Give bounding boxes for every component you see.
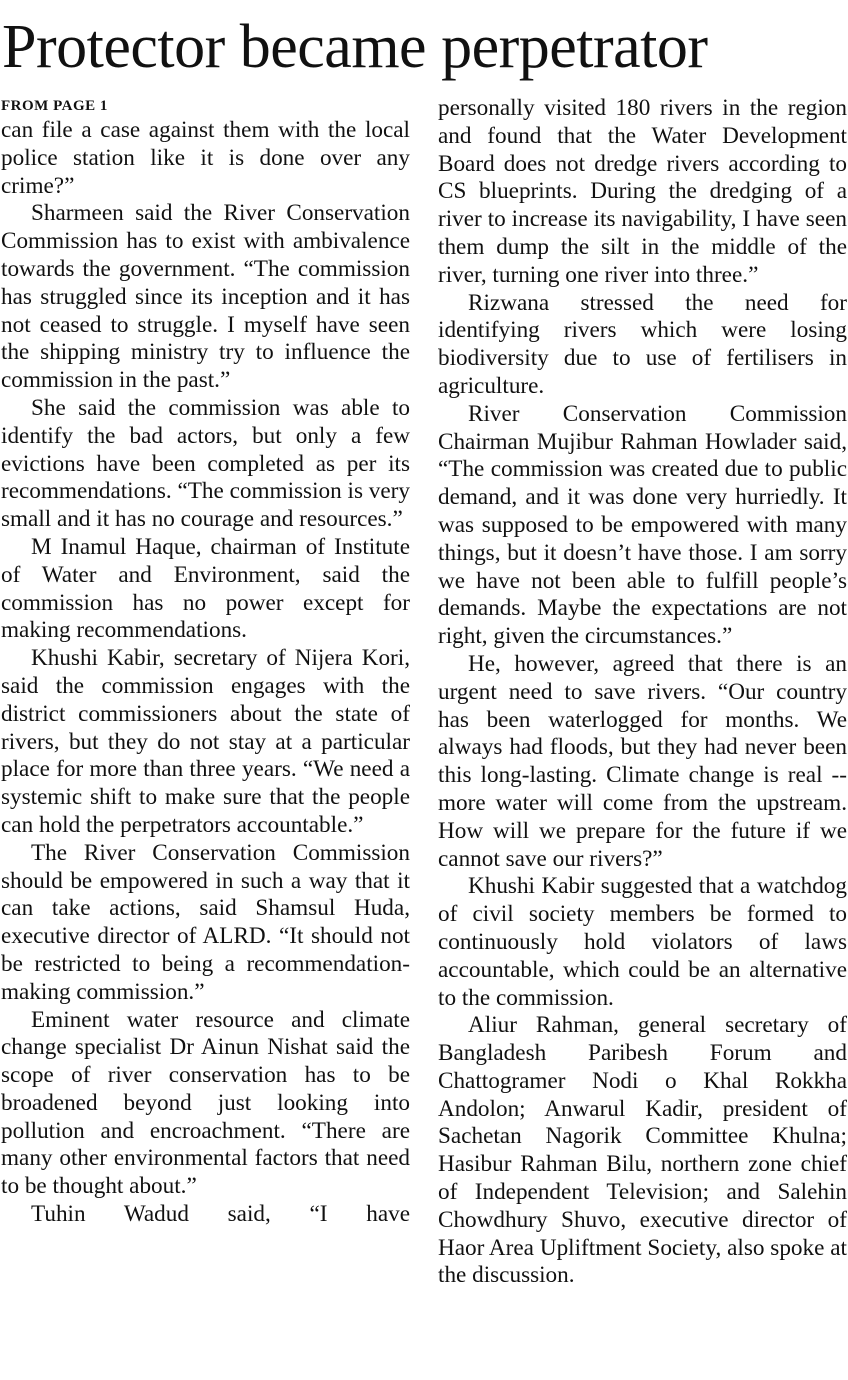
paragraph: M Inamul Haque, chairman of Institute of Water and Environment, said the commission has no power except for making recommendations. (1, 533, 410, 644)
paragraph: personally visited 180 rivers in the region and found that the Water Development Board does not dredge rivers according to CS blueprints. During the dredging of a river to increase its navigability, I have seen them dump the silt in the middle of the river, turning one river into three.” (438, 95, 847, 288)
article-column-left (1, 95, 410, 1229)
paragraph: Eminent water resource and climate change specialist Dr Ainun Nishat said the scope of river conservation has to be broadened beyond just looking into pollution and encroachment. “There are many other environmental factors that need to be thought about.” (1, 1006, 410, 1200)
paragraph: He, however, agreed that there is an urgent need to save rivers. “Our country has been waterlogged for months. We always had floods, but they had never been this long-lasting. Climate change is real -- more water will come from the upstream. How will we prepare for the future if we cannot save our rivers?” (438, 650, 847, 872)
paragraph: can file a case against them with the local police station like it is done over any crime?” (1, 117, 410, 199)
paragraph: The River Conservation Commission should be empowered in such a way that it can take actions, said Shamsul Huda, executive director of ALRD. “It should not be restricted to being a recommendation-making commission.” (1, 839, 410, 1005)
paragraph: Aliur Rahman, general secretary of Bangladesh Paribesh Forum and Chattogramer Nodi o Khal Rokkha Andolon; Anwarul Kadir, president of Sachetan Nagorik Committee Khulna; Hasibur Rahman Bilu, northern zone chief of Independent Television; and Salehin Chowdhury Shuvo, executive director of Haor Area Upliftment Society, also spoke at the discussion. (438, 1012, 847, 1289)
paragraph: Khushi Kabir, secretary of Nijera Kori, said the commission engages with the district commissioners about the state of rivers, but they do not stay at a particular place for more than three years. “We need a systemic shift to make sure that the people can hold the perpetrators accountable.” (1, 645, 410, 838)
paragraph: River Conservation Commission Chairman Mujibur Rahman Howlader said, “The commission was created due to public demand, and it was done very hurriedly. It was supposed to be empowered with many things, but it doesn’t have those. I am sorry we have not been able to fulfill people’s demands. Maybe the expectations are not right, given the circumstances.” (438, 400, 847, 650)
article-headline: Protector became perpetrator (2, 13, 708, 81)
paragraph: Tuhin Wadud said, “I have (31, 1201, 410, 1228)
paragraph: Sharmeen said the River Conservation Commission has to exist with ambivalence towards the government. “The commission has struggled since its inception and it has not ceased to struggle. I myself have seen the shipping ministry try to influence the commission in the past.” (1, 200, 410, 394)
article-column-right (438, 95, 847, 1290)
paragraph: She said the commission was able to identify the bad actors, but only a few evictions have been completed as per its recommendations. “The commission is very small and it has no courage and resources.” (1, 394, 410, 533)
continuation-label: FROM PAGE 1 (1, 98, 108, 114)
paragraph: Khushi Kabir suggested that a watchdog of civil society members be formed to continuously hold violators of laws accountable, which could be an alternative to the commission. (438, 873, 847, 1011)
paragraph: Rizwana stressed the need for identifying rivers which were losing biodiversity due to use of fertilisers in agriculture. (438, 289, 847, 399)
